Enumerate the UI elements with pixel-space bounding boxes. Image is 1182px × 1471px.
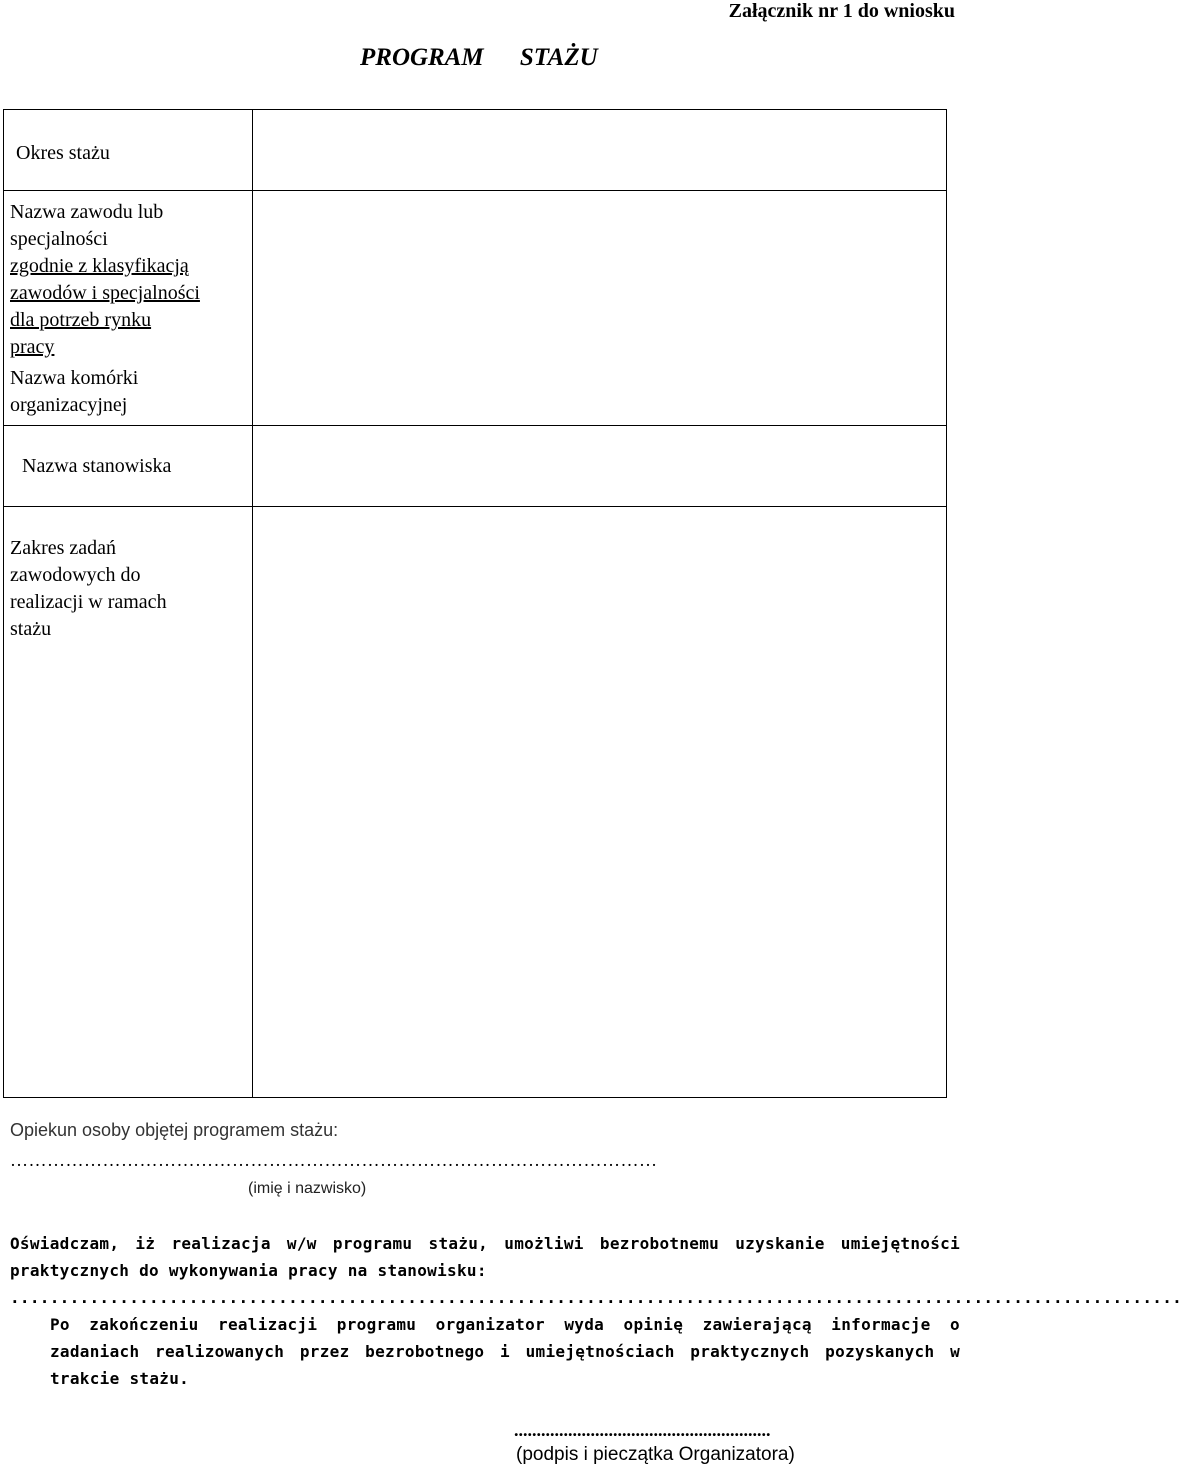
program-form-table xyxy=(3,109,947,1098)
zakres-label xyxy=(4,507,252,647)
opiekun-label: Opiekun osoby objętej programem stażu: xyxy=(10,1120,339,1140)
zakres-label-line: realizacji w ramach xyxy=(10,591,167,613)
table-row-stanowisko xyxy=(4,426,947,507)
komorka-label-line: Nazwa komórki xyxy=(10,367,139,389)
okres-value-cell[interactable] xyxy=(253,110,947,191)
signature-field[interactable]: ......................................................... xyxy=(514,1420,771,1440)
zawod-label-line: pracy xyxy=(10,336,55,358)
zawod-value-cell[interactable] xyxy=(253,191,947,426)
table-row-zakres xyxy=(4,507,947,1098)
okres-label-cell xyxy=(4,110,253,191)
zawod-label-line: zawodów i specjalności xyxy=(10,282,200,304)
document-title: PROGRAM STAŻU xyxy=(360,44,598,71)
opiekun-hint: (imię i nazwisko) xyxy=(248,1180,367,1197)
zawod-label-line: zgodnie z klasyfikacją xyxy=(10,255,189,277)
komorka-label xyxy=(4,365,252,419)
zawod-label-cell xyxy=(4,191,253,426)
attachment-label: Załącznik nr 1 do wniosku xyxy=(728,0,955,22)
zakres-label-line: zawodowych do xyxy=(10,564,141,586)
zawod-label-line: specjalności xyxy=(10,228,108,250)
table-row-zawod xyxy=(4,191,947,426)
stanowisko-label: Nazwa stanowiska xyxy=(22,455,172,477)
statement-block xyxy=(10,1230,1182,1392)
zakres-label-cell xyxy=(4,507,253,1098)
table-row-okres xyxy=(4,110,947,191)
stanowisko-dots-field[interactable]: ...................................................................................................................... xyxy=(10,1288,1182,1307)
zawod-label-line: Nazwa zawodu lub xyxy=(10,201,164,223)
zakres-label-line: stażu xyxy=(10,618,52,640)
zakres-value-cell[interactable] xyxy=(253,507,947,1098)
statement-paragraph-2: Po zakończeniu realizacji programu organizator wyda opinię zawierającą informacje o zadaniach realizowanych przez bezrobotnego i umiejętnościach praktycznych pozyskanych w trakcie stażu. xyxy=(50,1315,960,1388)
zawod-label xyxy=(4,191,252,365)
stanowisko-value-cell[interactable] xyxy=(253,426,947,507)
statement-paragraph-1: Oświadczam, iż realizacja w/w programu stażu, umożliwi bezrobotnemu uzyskanie umiejętności praktycznych do wykonywania pracy na stanowisku: xyxy=(10,1234,960,1280)
zawod-label-line: dla potrzeb rynku xyxy=(10,309,152,331)
zakres-label-line: Zakres zadań xyxy=(10,537,117,559)
opiekun-name-field[interactable]: …………………………………………………………………………………………… xyxy=(10,1150,658,1170)
komorka-label-line: organizacyjnej xyxy=(10,394,128,416)
stanowisko-label-cell xyxy=(4,426,253,507)
okres-label: Okres stażu xyxy=(16,142,110,164)
signature-caption: (podpis i pieczątka Organizatora) xyxy=(516,1444,795,1465)
